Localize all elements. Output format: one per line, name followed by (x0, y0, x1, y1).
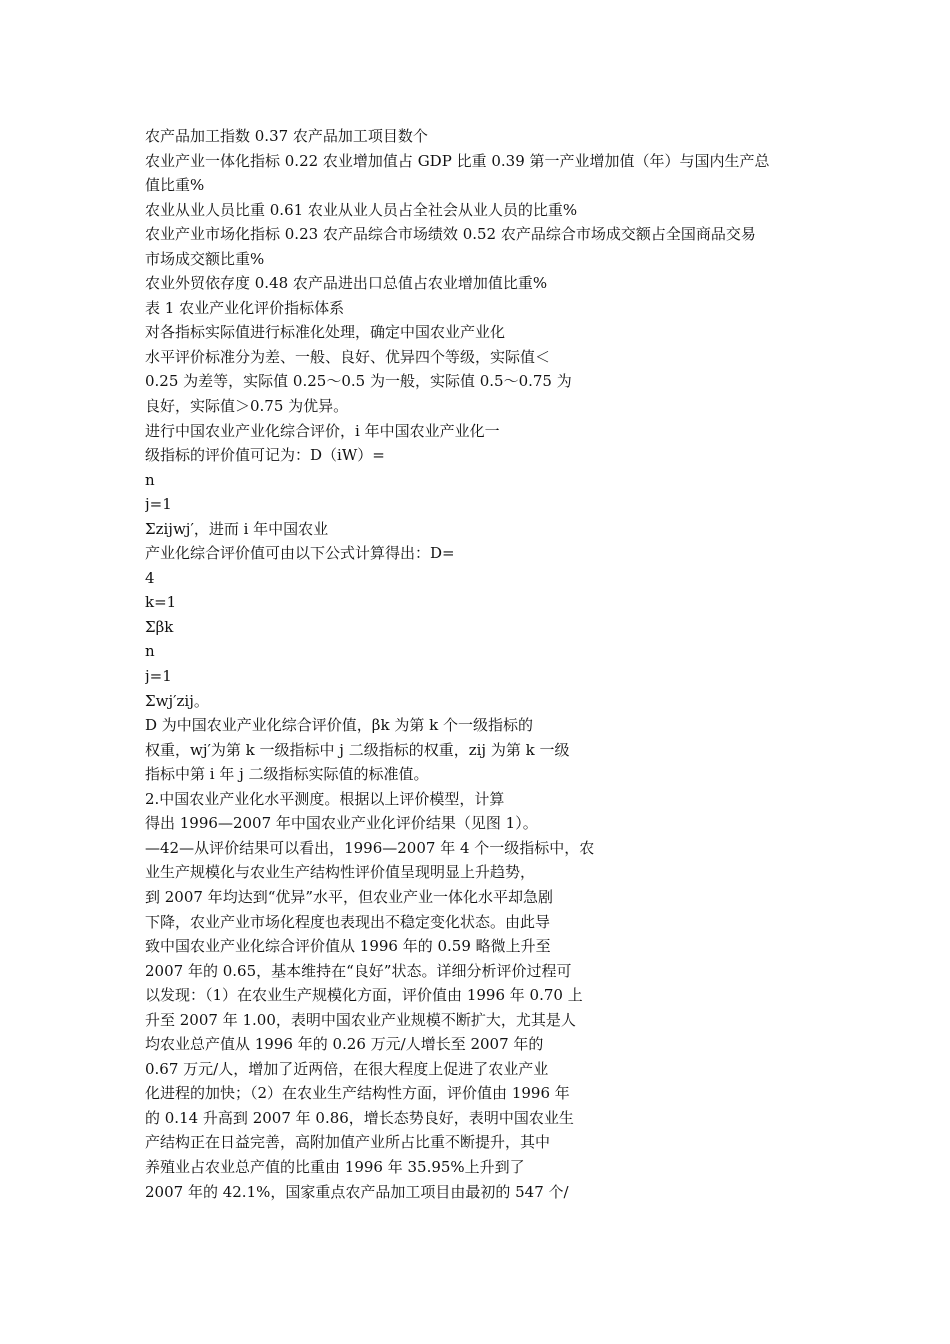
text-line: 产业化综合评价值可由以下公式计算得出：D= (145, 544, 455, 563)
text-line: 表 1 农业产业化评价指标体系 (145, 298, 345, 317)
text-line: 2007 年的 42.1%，国家重点农产品加工项目由最初的 547 个/ (145, 1182, 569, 1201)
text-line: 0.67 万元/人，增加了近两倍，在很大程度上促进了农业产业 (145, 1059, 549, 1078)
text-line: 均农业总产值从 1996 年的 0.26 万元/人增长至 2007 年的 (145, 1035, 544, 1054)
document-body (145, 124, 813, 1204)
text-line: 升至 2007 年 1.00，表明中国农业产业规模不断扩大，尤其是人 (145, 1010, 576, 1029)
text-line: 良好，实际值＞0.75 为优异。 (145, 397, 349, 416)
text-line: Σwj′zij。 (145, 691, 209, 710)
text-line: 值比重% (145, 176, 205, 195)
text-line: 进行中国农业产业化综合评价，i 年中国农业产业化一 (145, 421, 500, 440)
text-line: 级指标的评价值可记为：D（iW）= (145, 446, 385, 465)
text-line: 养殖业占农业总产值的比重由 1996 年 35.95%上升到了 (145, 1157, 525, 1176)
text-line: 0.25 为差等，实际值 0.25～0.5 为一般，实际值 0.5～0.75 为 (145, 372, 572, 391)
text-line: 农业产业一体化指标 0.22 农业增加值占 GDP 比重 0.39 第一产业增加值（年）与国内生产总 (145, 151, 770, 170)
text-line: 农业从业人员比重 0.61 农业从业人员占全社会从业人员的比重% (145, 200, 578, 219)
text-line: 4 (145, 568, 155, 587)
text-line: Σβk (145, 617, 174, 636)
text-line: 以发现：（1）在农业生产规模化方面，评价值由 1996 年 0.70 上 (145, 986, 583, 1005)
text-line: 农业产业市场化指标 0.23 农产品综合市场绩效 0.52 农产品综合市场成交额占全国商品交易 (145, 225, 756, 244)
text-line: 农业外贸依存度 0.48 农产品进出口总值占农业增加值比重% (145, 274, 548, 293)
text-line: 产结构正在日益完善，高附加值产业所占比重不断提升，其中 (145, 1133, 551, 1152)
text-line: j=1 (145, 667, 172, 686)
text-line: 到 2007 年均达到“优异”水平，但农业产业一体化水平却急剧 (145, 887, 554, 906)
text-line: 对各指标实际值进行标准化处理，确定中国农业产业化 (145, 323, 506, 342)
text-line: D 为中国农业产业化综合评价值，βk 为第 k 个一级指标的 (145, 716, 533, 735)
text-line: 致中国农业产业化综合评价值从 1996 年的 0.59 略微上升至 (145, 937, 551, 956)
text-line: k=1 (145, 593, 177, 612)
text-line: n (145, 642, 155, 661)
text-line: 水平评价标准分为差、一般、良好、优异四个等级，实际值＜ (145, 347, 551, 366)
text-line: 2.中国农业产业化水平测度。根据以上评价模型，计算 (145, 789, 505, 808)
text-line: 得出 1996—2007 年中国农业产业化评价结果（见图 1）。 (145, 814, 538, 833)
text-line: 指标中第 i 年 j 二级指标实际值的标准值。 (145, 765, 429, 784)
text-line: Σzijwj′，进而 i 年中国农业 (145, 519, 329, 538)
text-line: n (145, 470, 155, 489)
text-line: j=1 (145, 495, 172, 514)
text-line: 下降，农业产业市场化程度也表现出不稳定变化状态。由此导 (145, 912, 551, 931)
text-line: 业生产规模化与农业生产结构性评价值呈现明显上升趋势， (145, 863, 536, 882)
text-line: —42—从评价结果可以看出，1996—2007 年 4 个一级指标中，农 (145, 838, 595, 857)
text-line: 权重，wj′为第 k 一级指标中 j 二级指标的权重，zij 为第 k 一级 (145, 740, 570, 759)
text-line: 农产品加工指数 0.37 农产品加工项目数个 (145, 127, 428, 145)
text-line: 市场成交额比重% (145, 249, 265, 268)
text-line: 的 0.14 升高到 2007 年 0.86，增长态势良好，表明中国农业生 (145, 1108, 574, 1127)
text-line: 化进程的加快；（2）在农业生产结构性方面，评价值由 1996 年 (145, 1084, 570, 1103)
text-line: 2007 年的 0.65，基本维持在“良好”状态。详细分析评价过程可 (145, 961, 572, 980)
